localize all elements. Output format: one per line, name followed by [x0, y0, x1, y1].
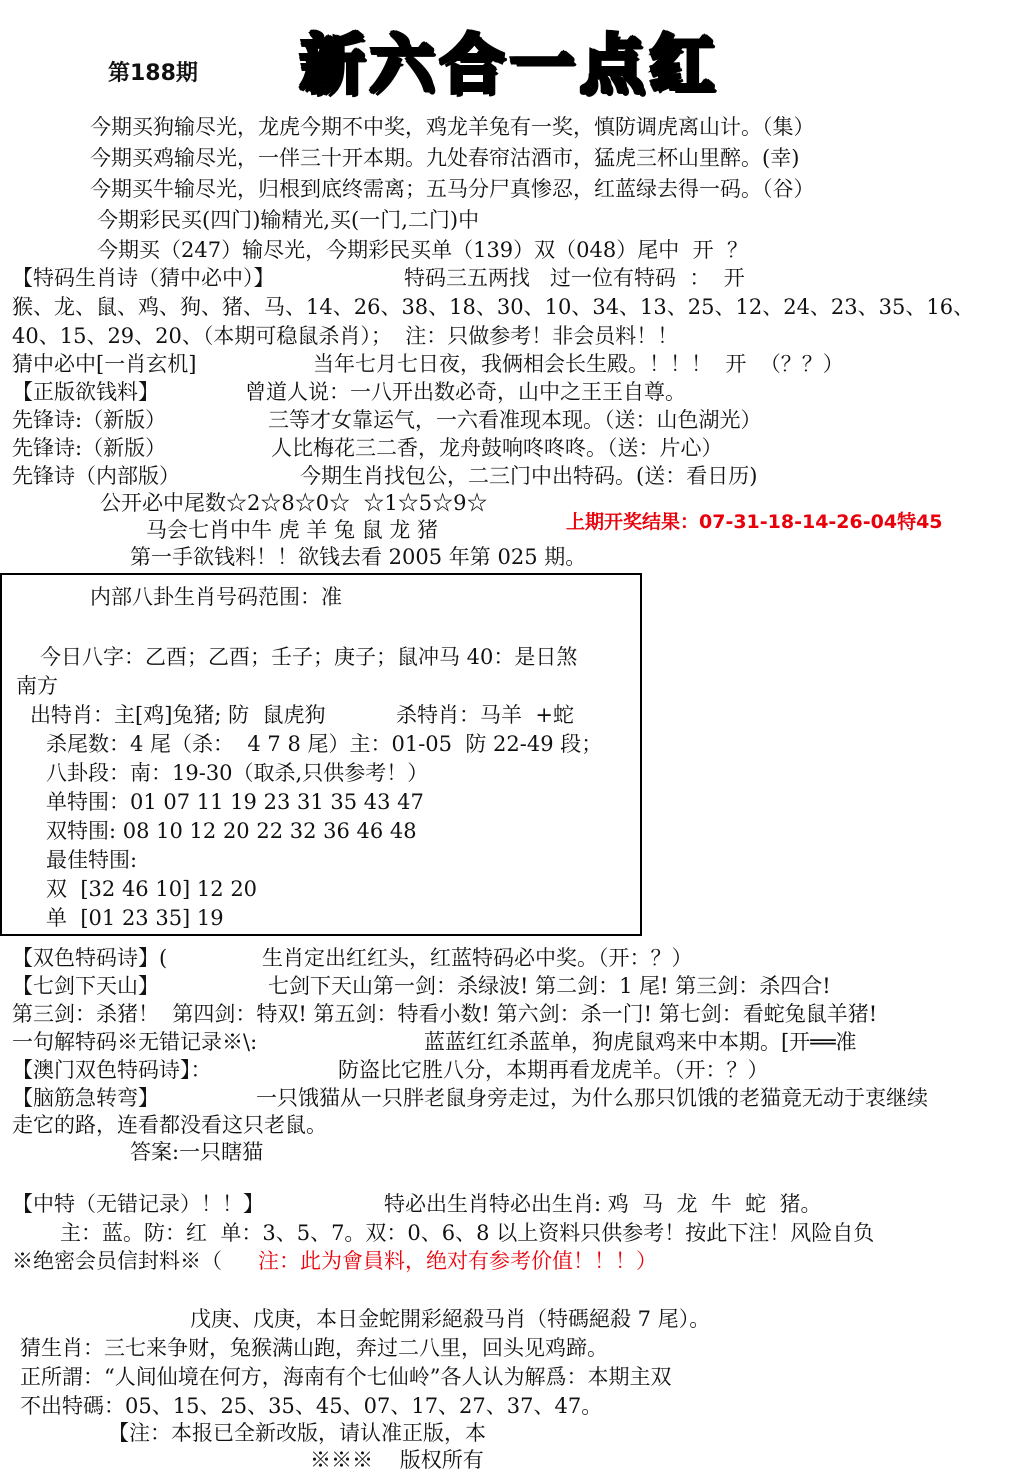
riddle-label: 【脑筋急转弯】: [12, 1086, 159, 1110]
bazi-line-2: 南方: [16, 674, 58, 698]
tema-poem-line-2: 40、15、29、20、（本期可稳鼠杀肖）； 注：只做参考！非会员料！！: [12, 324, 679, 348]
intro-line-3: 今期买牛输尽光，归根到底终需离；五马分尸真惨忍，红蓝绿去得一码。（谷）: [90, 177, 815, 201]
tail-numbers: 公开必中尾数☆2☆8☆0☆ ☆1☆5☆9☆: [100, 491, 488, 515]
tema-poem-label: 【特码生肖诗（猜中必中）】: [12, 266, 275, 290]
footer-note: 【注：本报已全新改版，请认准正版，本: [108, 1421, 486, 1445]
tema-poem-line-1: 猴、龙、鼠、鸡、狗、猪、马、14、26、38、18、30、10、34、13、25、12、24、23、35、16、: [12, 295, 975, 319]
macau-label: 【澳门双色特码诗】：: [12, 1058, 212, 1082]
best-range-label: 最佳特围:: [46, 848, 138, 872]
guess-label: 猜中必中[一肖玄机]: [12, 352, 197, 376]
kill-tail: 杀尾数：4 尾（杀： 4 7 8 尾）主：01-05 防 22-49 段；: [46, 732, 603, 756]
intro-line-1: 今期买狗输尽光，龙虎今期不中奖，鸡龙羊兔有一奖，慎防调虎离山计。（集）: [90, 115, 815, 139]
guess-text: 当年七月七日夜，我俩相会长生殿。！！！ 开 （？？）: [313, 352, 844, 376]
zhongte-line-2: 主：蓝。防：红 单：3、5、7。双：0、6、8 以上资料只供参考！按此下注！风险自负: [60, 1221, 875, 1245]
zhengban-text: 曾道人说：一八开出数必奇，山中之王王自尊。: [245, 380, 686, 404]
shuangse-label: 【双色特码诗】(: [12, 946, 168, 970]
vanguard-label-1: 先锋诗:（新版）: [12, 408, 167, 432]
best-double: 双 [32 46 10] 12 20: [46, 877, 258, 901]
macau-text: 防盗比它胜八分，本期再看龙虎羊。（开：？）: [338, 1058, 769, 1082]
vanguard-label-2: 先锋诗:（新版）: [12, 436, 167, 460]
kill-zodiac: 杀特肖：马羊 +蛇: [396, 703, 574, 727]
zhongte-text: 特必出生肖特必出生肖: 鸡 马 龙 牛 蛇 猪。: [384, 1192, 822, 1216]
vanguard-label-3: 先锋诗（内部版）: [12, 464, 180, 488]
vanguard-text-2: 人比梅花三二香，龙舟鼓响咚咚咚。（送：片心）: [271, 436, 723, 460]
vanguard-text-1: 三等才女靠运气，一六看准现本现。（送：山色湖光）: [268, 408, 762, 432]
intro-line-5: 今期买（247）输尽光，今期彩民买单（139）双（048）尾中 开 ？: [97, 238, 748, 262]
zhongte-label: 【中特（无错记录）！！】: [12, 1192, 264, 1216]
out-zodiac: 出特肖：主[鸡]兔猪; 防 鼠虎狗: [30, 703, 326, 727]
single-range: 单特围：01 07 11 19 23 31 35 43 47: [46, 790, 424, 814]
secret-label: ※绝密会员信封料※（: [12, 1249, 222, 1273]
riddle-text: 一只饿猫从一只胖老鼠身旁走过，为什么那只饥饿的老猫竟无动于衷继续: [256, 1086, 928, 1110]
seven-zodiac: 马会七肖中牛 虎 羊 兔 鼠 龙 猪: [146, 518, 439, 542]
zhengban-label: 【正版欲钱料】: [12, 380, 159, 404]
intro-line-2: 今期买鸡输尽光，一伴三十开本期。九处春帘沽酒市，猛虎三杯山里醉。(幸): [90, 146, 800, 170]
riddle-line-2: 走它的路，连看都没看这只老鼠。: [12, 1113, 327, 1137]
intro-line-4: 今期彩民买(四门)输精光,买(一门,二门)中: [97, 208, 480, 232]
bazi-line-1: 今日八字：乙酉；乙酉；壬子；庚子；鼠冲马 40：是日煞: [40, 645, 578, 669]
zheng-suo-wei: 正所謂：“人间仙境在何方，海南有个七仙岭”各人认为解爲：本期主双: [20, 1365, 672, 1389]
first-hand-tip: 第一手欲钱料！！欲钱去看 2005 年第 025 期。: [130, 545, 587, 569]
qijian-line-2: 第三剑：杀猪！ 第四剑：特双! 第五剑：特看小数! 第六剑：杀一门! 第七剑：看蛇兔鼠羊猪!: [12, 1002, 878, 1026]
riddle-answer: 答案:一只瞎猫: [130, 1140, 264, 1164]
yiju-label: 一句解特码※无错记录※\:: [12, 1030, 258, 1054]
copyright: ※※※ 版权所有: [310, 1448, 484, 1472]
vanguard-text-3: 今期生肖找包公，二三门中出特码。(送：看日历): [300, 464, 758, 488]
issue-number: 第188期: [108, 61, 198, 86]
newspaper-title: 新六合一点红: [300, 29, 720, 103]
guess-zodiac: 猜生肖：三七来争财，兔猴满山跑，奔过二八里，回头见鸡蹄。: [20, 1336, 608, 1360]
yiju-text: 蓝蓝红红杀蓝单，狗虎鼠鸡来中本期。[开══准: [424, 1030, 857, 1054]
best-single: 单 [01 23 35] 19: [46, 906, 224, 930]
wugeng-line: 戊庚、戊庚，本日金蛇開彩絕殺马肖（特碼絕殺 7 尾）。: [190, 1307, 711, 1331]
shuangse-text: 生肖定出红红头，红蓝特码必中奖。（开：？）: [262, 946, 693, 970]
bagua-segment: 八卦段：南：19-30（取杀,只供参考！）: [46, 761, 429, 785]
box-heading: 内部八卦生肖号码范围：准: [90, 585, 342, 609]
not-out-numbers: 不出特碼：05、15、25、35、45、07、17、27、37、47。: [20, 1394, 603, 1418]
last-draw-result: 上期开奖结果：07-31-18-14-26-04特45: [566, 511, 943, 533]
tema-poem-text: 特码三五两找 过一位有特码 ： 开: [404, 266, 745, 290]
qijian-label: 【七剑下天山】: [12, 974, 159, 998]
secret-note: 注：此为會員料，绝对有参考价值！！！）: [258, 1249, 657, 1273]
double-range: 双特围: 08 10 12 20 22 32 36 46 48: [46, 819, 417, 843]
qijian-text: 七剑下天山第一剑：杀绿波! 第二剑：1 尾! 第三剑：杀四合!: [268, 974, 831, 998]
